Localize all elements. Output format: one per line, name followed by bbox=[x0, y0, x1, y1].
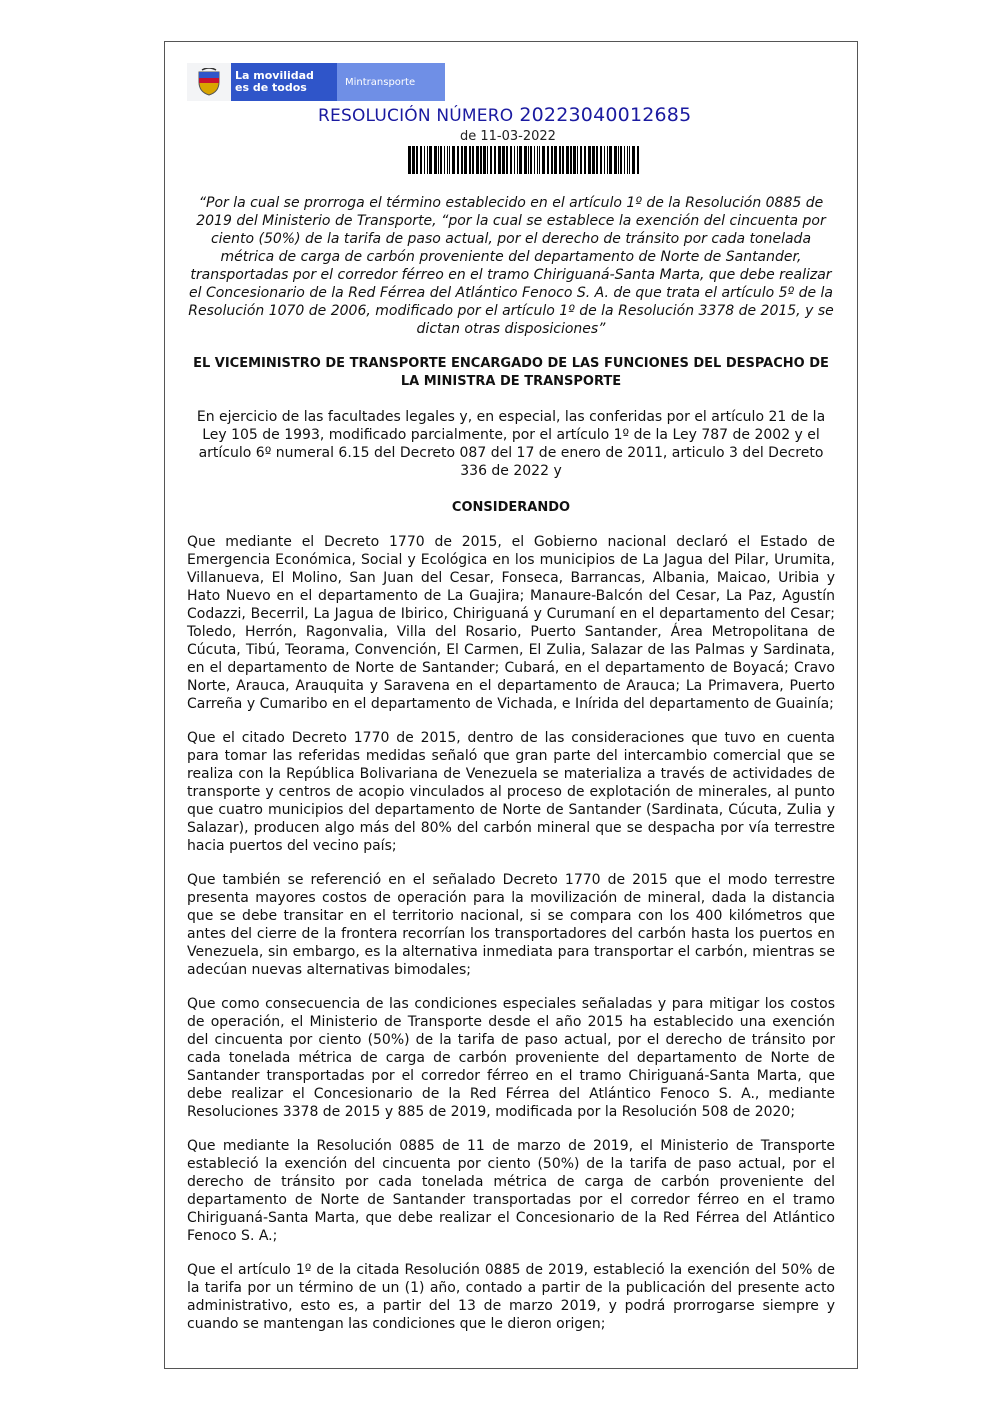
considerations-body bbox=[187, 533, 835, 1349]
paragraph: Que el citado Decreto 1770 de 2015, dentro de las consideraciones que tuvo en cuenta para tomar las referidas medidas señaló que gran parte del intercambio comercial que se realiza con la República Bolivariana de Venezuela se materializa a través de actividades de transporte y centros de acopio vinculados al proceso de explotación de minerales, al punto que cuatro municipios del departamento de Norte de Santander (Sardinata, Cúcuta, Zulia y Salazar), producen algo más del 80% del carbón mineral que se despacha por vía terrestre hacia puertos del vecino país; bbox=[187, 730, 835, 854]
legal-powers: En ejercicio de las facultades legales y, en especial, las conferidas por el artículo 21 de la Ley 105 de 1993, modificado parcialmente, por el artículo 1º de la Ley 787 de 2002 y el artículo 6º numeral 6.15 del Decreto 087 del 17 de enero de 2011, articulo 3 del Decreto 336 de 2022 y bbox=[196, 409, 826, 479]
resolution-label: RESOLUCIÓN NÚMERO bbox=[318, 106, 514, 126]
paragraph: Que el artículo 1º de la citada Resolución 0885 de 2019, estableció la exención del 50% de la tarifa por un término de un (1) año, contado a partir de la publicación del presente acto administrativo, esto es, a partir del 13 de marzo 2019, y podrá prorrogarse siempre y cuando se mantengan las condiciones que le dieron origen; bbox=[187, 1262, 835, 1332]
ministry-logo bbox=[187, 63, 445, 101]
paragraph: Que como consecuencia de las condiciones especiales señaladas y para mitigar los costos de operación, el Ministerio de Transporte desde el año 2015 ha establecido una exención del cincuenta por ciento (50%) de la tarifa de paso actual, por el derecho de tránsito por cada tonelada métrica de carga de carbón proveniente del departamento de Norte de Santander transportadas por el corredor férreo en el tramo Chiriguaná-Santa Marta, que debe realizar el Concesionario de la Red Férrea del Atlántico Fenoco S. A., mediante Resoluciones 3378 de 2015 y 885 de 2019, modificada por la Resolución 508 de 2020; bbox=[187, 996, 835, 1120]
resolution-title bbox=[318, 104, 691, 126]
logo-slogan bbox=[231, 63, 337, 101]
resolution-subject: “Por la cual se prorroga el término establecido en el artículo 1º de la Resolución 0885 de 2019 del Ministerio de Transporte, “por la cual se establece la exención del cincuenta por ciento (50%) de la tarifa de paso actual, por el derecho de tránsito por cada tonelada métrica de carga de carbón proveniente del departamento de Norte de Santander, transportadas por el corredor férreo en el tramo Chiriguaná-Santa Marta, que debe realizar el Concesionario de la Red Férrea del Atlántico Fenoco S. A. de que trata el artículo 5º de la Resolución 1070 de 2006, modificado por el artículo 1º de la Resolución 3378 de 2015, y se dictan otras disposiciones” bbox=[188, 195, 834, 337]
paragraph: Que también se referenció en el señalado Decreto 1770 de 2015 que el modo terrestre presenta mayores costos de operación para la movilización de mineral, dada la distancia que se debe transitar en el territorio nacional, si se compara con los 400 kilómetros que antes del cierre de la frontera recorrían los transportadores del carbón hasta los puertos en Venezuela, sin embargo, es la alternativa inmediata para transportar el carbón, mientras se adecúan nuevas alternativas bimodales; bbox=[187, 872, 835, 978]
logo-slogan-line2: es de todos bbox=[235, 81, 307, 94]
logo-slogan-line1: La movilidad bbox=[235, 69, 314, 82]
issuing-authority: EL VICEMINISTRO DE TRANSPORTE ENCARGADO DE LAS FUNCIONES DEL DESPACHO DE LA MINISTRA DE TRANSPORTE bbox=[193, 356, 829, 389]
resolution-number: 20223040012685 bbox=[519, 104, 692, 126]
coat-of-arms-icon bbox=[187, 63, 231, 101]
barcode-icon bbox=[408, 146, 642, 174]
considerando-heading: CONSIDERANDO bbox=[451, 500, 571, 515]
paragraph: Que mediante la Resolución 0885 de 11 de marzo de 2019, el Ministerio de Transporte estableció la exención del cincuenta por ciento (50%) de la tarifa de paso actual, por el derecho de tránsito por cada tonelada métrica de carga de carbón proveniente del departamento de Norte de Santander transportadas por el corredor férreo en el tramo Chiriguaná-Santa Marta, que debe realizar el Concesionario de la Red Férrea del Atlántico Fenoco S. A.; bbox=[187, 1138, 835, 1244]
logo-brand: Mintransporte bbox=[337, 63, 445, 101]
paragraph: Que mediante el Decreto 1770 de 2015, el Gobierno nacional declaró el Estado de Emergencia Económica, Social y Ecológica en los municipios de La Jagua del Pilar, Urumita, Villanueva, El Molino, San Juan del Cesar, Fonseca, Barrancas, Albania, Maicao, Uribia y Hato Nuevo en el departamento de La Guajira; Manaure-Balcón del Cesar, La Paz, Agustín Codazzi, Becerril, La Jagua de Ibirico, Chiriguaná y Curumaní en el departamento del Cesar; Toledo, Herrón, Ragonvalia, Villa del Rosario, Puerto Santander, Área Metropolitana de Cúcuta, Tibú, Teorama, Convención, El Carmen, El Zulia, Salazar de las Palmas y Sardinata, en el departamento de Norte de Santander; Cubará, en el departamento de Boyacá; Cravo Norte, Arauca, Arauquita y Saravena en el departamento de Arauca; La Primavera, Puerto Carreña y Cumaribo en el departamento de Vichada, e Inírida del departamento de Guainía; bbox=[187, 534, 835, 712]
resolution-date: de 11-03-2022 bbox=[460, 129, 556, 144]
